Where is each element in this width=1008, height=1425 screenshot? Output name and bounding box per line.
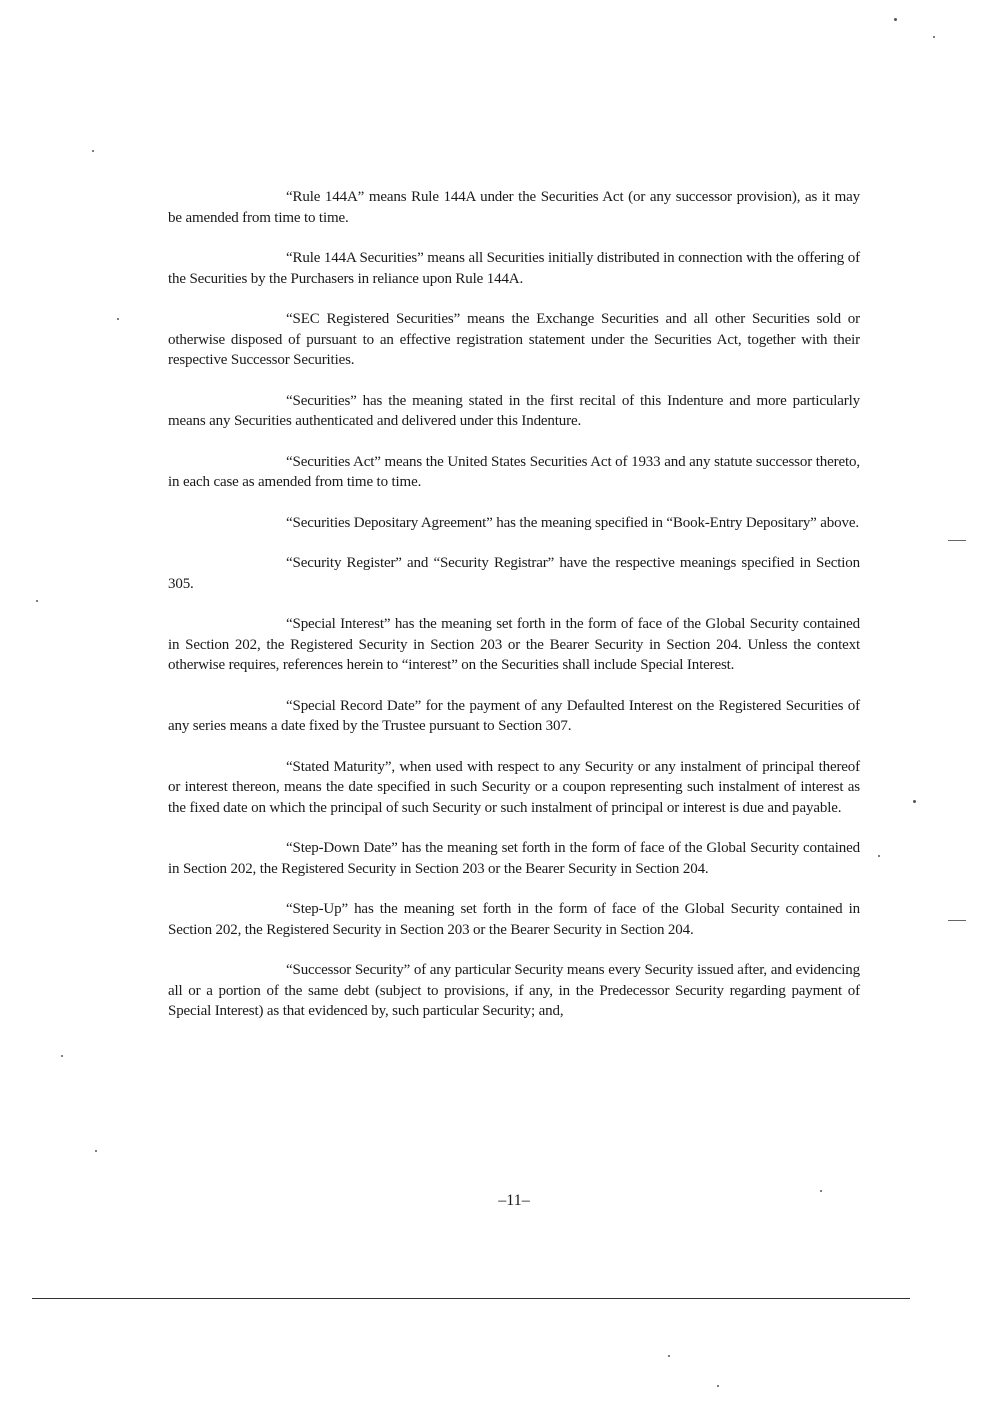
scan-edge-mark	[948, 540, 966, 541]
scan-speck	[668, 1355, 670, 1357]
scan-speck	[878, 855, 880, 857]
scan-speck	[95, 1150, 97, 1152]
scan-speck	[933, 36, 935, 38]
definition-successor-security: “Successor Security” of any particular Security means every Security issued after, and evidencing all or a portion of the same debt (subject to provisions, if any, in the Predecessor Security regarding payment of Special Interest) as that evidenced by, such particular Security; and,	[168, 962, 860, 1019]
scan-speck	[61, 1055, 63, 1057]
definition-rule-144a: “Rule 144A” means Rule 144A under the Securities Act (or any successor provision), as it may be amended from time to time.	[168, 189, 860, 226]
scan-edge-mark	[948, 920, 966, 921]
scan-speck	[117, 318, 119, 320]
scan-speck	[92, 150, 94, 152]
footer-rule	[32, 1298, 910, 1299]
definitions-body	[168, 187, 860, 1042]
definition-sec-registered-securities: “SEC Registered Securities” means the Exchange Securities and all other Securities sold or otherwise disposed of pursuant to an effective registration statement under the Securities Act, together with their respective Successor Securities.	[168, 311, 860, 368]
definition-step-down-date: “Step-Down Date” has the meaning set forth in the form of face of the Global Security contained in Section 202, the Registered Security in Section 203 or the Bearer Security in Section 204.	[168, 840, 860, 877]
definition-securities-act: “Securities Act” means the United States Securities Act of 1933 and any statute successor thereto, in each case as amended from time to time.	[168, 453, 860, 490]
scan-speck	[820, 1190, 822, 1192]
scan-speck	[717, 1385, 719, 1387]
definition-securities: “Securities” has the meaning stated in the first recital of this Indenture and more particularly means any Securities authenticated and delivered under this Indenture.	[168, 392, 860, 429]
definition-step-up: “Step-Up” has the meaning set forth in the form of face of the Global Security contained in Section 202, the Registered Security in Section 203 or the Bearer Security in Section 204.	[168, 901, 860, 938]
scan-speck	[913, 800, 916, 803]
definition-special-record-date: “Special Record Date” for the payment of any Defaulted Interest on the Registered Securities of any series means a date fixed by the Trustee pursuant to Section 307.	[168, 697, 860, 734]
definition-stated-maturity: “Stated Maturity”, when used with respect to any Security or any instalment of principal thereof or interest thereon, means the date specified in such Security or a coupon representing such instalment of interest as the fixed date on which the principal of such Security or such instalment of principal or interest is due and payable.	[168, 758, 860, 816]
definition-special-interest: “Special Interest” has the meaning set forth in the form of face of the Global Security contained in Section 202, the Registered Security in Section 203 or the Bearer Security in Section 204. Unless the context otherwise requires, references herein to “interest” on the Securities shall include Special Interest.	[168, 616, 860, 673]
scan-speck	[36, 600, 38, 602]
definition-rule-144a-securities: “Rule 144A Securities” means all Securities initially distributed in connection with the offering of the Securities by the Purchasers in reliance upon Rule 144A.	[168, 250, 860, 287]
definition-security-register: “Security Register” and “Security Registrar” have the respective meanings specified in Section 305.	[168, 555, 860, 592]
definition-securities-depositary-agreement: “Securities Depositary Agreement” has the meaning specified in “Book-Entry Depositary” above.	[286, 514, 859, 531]
scan-speck	[894, 18, 897, 21]
page-number: –11–	[498, 1192, 530, 1209]
